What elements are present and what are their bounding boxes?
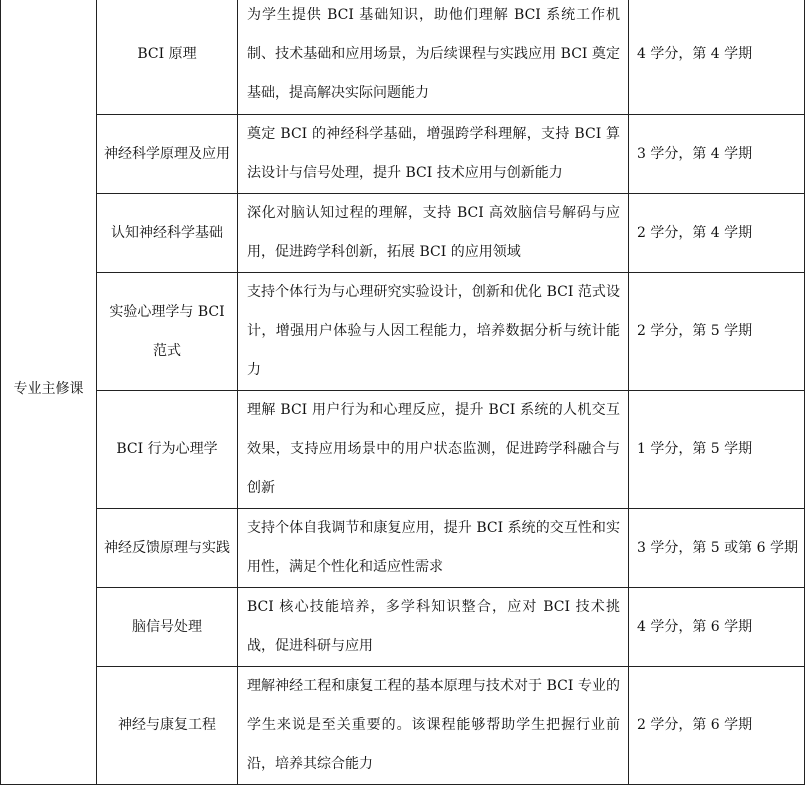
course-credits: 4 学分，第 4 学期: [629, 0, 805, 115]
course-name: 实验心理学与 BCI 范式: [97, 273, 238, 391]
course-name: 神经反馈原理与实践: [97, 509, 238, 588]
course-description: 支持个体行为与心理研究实验设计，创新和优化 BCI 范式设计，增强用户体验与人因工程能力，培养数据分析与统计能力: [238, 273, 629, 391]
table-row: [1, 273, 805, 391]
course-description: 支持个体自我调节和康复应用，提升 BCI 系统的交互性和实用性，满足个性化和适应性需求: [238, 509, 629, 588]
course-credits: 2 学分，第 5 学期: [629, 273, 805, 391]
table-row: [1, 194, 805, 273]
course-name: 神经科学原理及应用: [97, 115, 238, 194]
table-row: [1, 667, 805, 785]
course-credits: 2 学分，第 4 学期: [629, 194, 805, 273]
table-row: [1, 115, 805, 194]
course-name: 认知神经科学基础: [97, 194, 238, 273]
course-name: 神经与康复工程: [97, 667, 238, 785]
course-description: BCI 核心技能培养，多学科知识整合，应对 BCI 技术挑战，促进科研与应用: [238, 588, 629, 667]
course-description: 理解 BCI 用户行为和心理反应，提升 BCI 系统的人机交互效果，支持应用场景中的用户状态监测，促进跨学科融合与创新: [238, 391, 629, 509]
course-credits: 3 学分，第 4 学期: [629, 115, 805, 194]
table-row: [1, 391, 805, 509]
table-row: [1, 588, 805, 667]
course-description: 奠定 BCI 的神经科学基础，增强跨学科理解，支持 BCI 算法设计与信号处理，提升 BCI 技术应用与创新能力: [238, 115, 629, 194]
course-credits: 4 学分，第 6 学期: [629, 588, 805, 667]
course-description: 理解神经工程和康复工程的基本原理与技术对于 BCI 专业的学生来说是至关重要的。该课程能够帮助学生把握行业前沿，培养其综合能力: [238, 667, 629, 785]
course-description: 为学生提供 BCI 基础知识，助他们理解 BCI 系统工作机制、技术基础和应用场景，为后续课程与实践应用 BCI 奠定基础，提高解决实际问题能力: [238, 0, 629, 115]
course-name: BCI 原理: [97, 0, 238, 115]
course-credits: 2 学分，第 6 学期: [629, 667, 805, 785]
course-credits: 1 学分，第 5 学期: [629, 391, 805, 509]
course-name: BCI 行为心理学: [97, 391, 238, 509]
course-name: 脑信号处理: [97, 588, 238, 667]
table-row: [1, 0, 805, 115]
course-description: 深化对脑认知过程的理解，支持 BCI 高效脑信号解码与应用，促进跨学科创新，拓展 BCI 的应用领域: [238, 194, 629, 273]
table-row: [1, 509, 805, 588]
category-label: 专业主修课: [13, 381, 84, 397]
course-credits: 3 学分，第 5 或第 6 学期: [629, 509, 805, 588]
category-cell: [1, 0, 97, 785]
